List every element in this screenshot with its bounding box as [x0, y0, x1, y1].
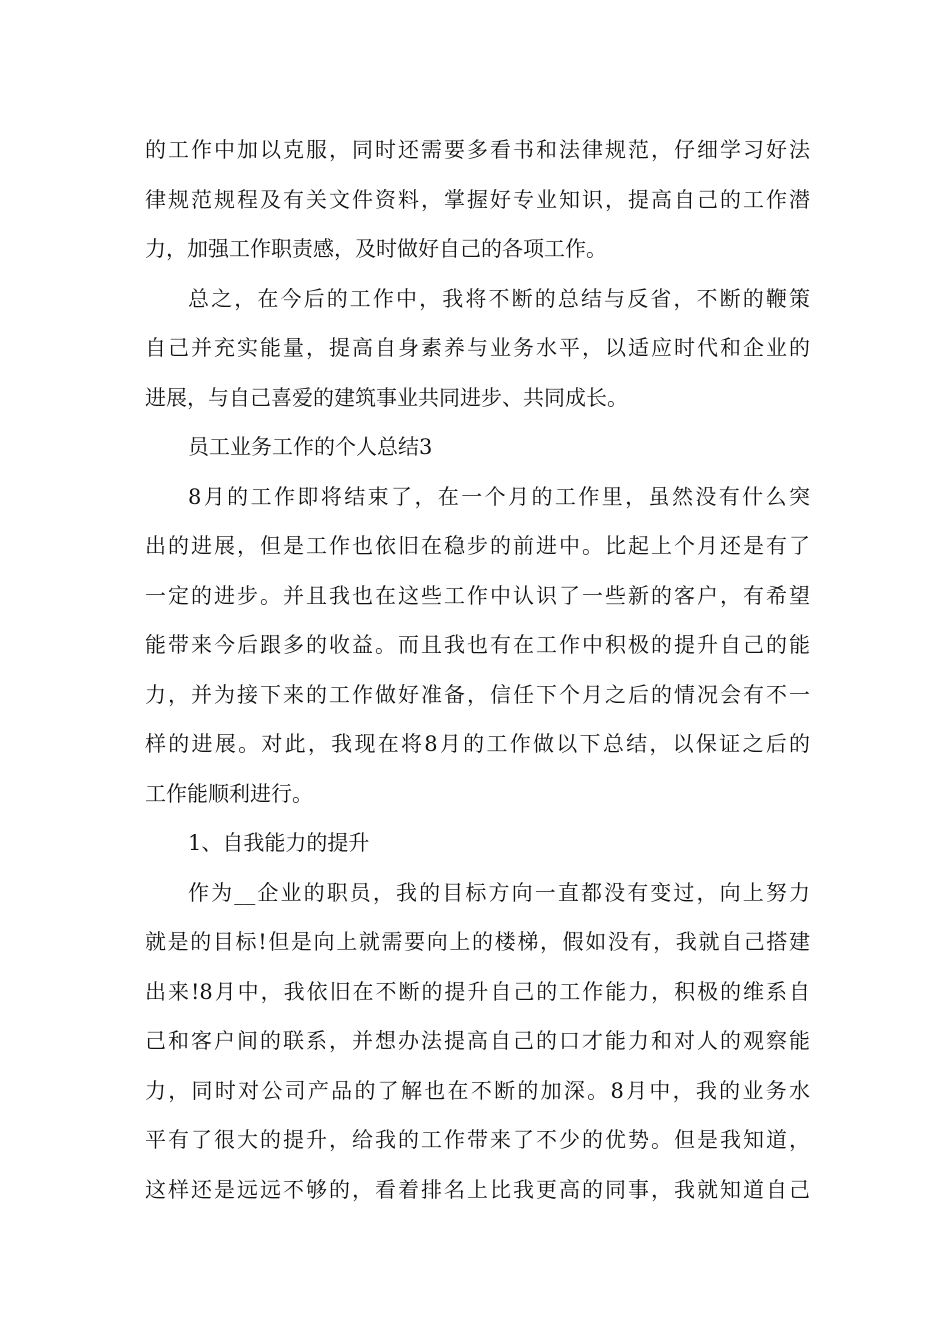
paragraph-line: 平有了很大的提升，给我的工作带来了不少的优势。但是我知道，: [145, 1128, 810, 1152]
paragraph-line: 一定的进步。并且我也在这些工作中认识了一些新的客户，有希望: [145, 583, 810, 608]
paragraph-line: 律规范规程及有关文件资料，掌握好专业知识，提高自己的工作潜: [145, 187, 810, 212]
paragraph-line: 就是的目标!但是向上就需要向上的楼梯，假如没有，我就自己搭建: [145, 930, 810, 954]
section-heading: 员工业务工作的个人总结3: [188, 435, 433, 459]
paragraph-line: 自己并充实能量，提高自身素养与业务水平，以适应时代和企业的: [145, 336, 810, 360]
paragraph-line: 8月的工作即将结束了，在一个月的工作里，虽然没有什么突: [188, 484, 810, 509]
paragraph-line: 作为__企业的职员，我的目标方向一直都没有变过，向上努力: [188, 880, 810, 905]
paragraph-line: 样的进展。对此，我现在将8月的工作做以下总结，以保证之后的: [145, 732, 810, 756]
paragraph-line: 总之，在今后的工作中，我将不断的总结与反省，不断的鞭策: [188, 286, 810, 311]
paragraph-line: 出来!8月中，我依旧在不断的提升自己的工作能力，积极的维系自: [145, 979, 810, 1004]
paragraph-line: 的工作中加以克服，同时还需要多看书和法律规范，仔细学习好法: [145, 138, 810, 162]
paragraph-line: 力，加强工作职责感，及时做好自己的各项工作。: [145, 237, 607, 261]
paragraph-line: 这样还是远远不够的，看着排名上比我更高的同事，我就知道自己: [145, 1177, 810, 1202]
paragraph-line: 能带来今后跟多的收益。而且我也有在工作中积极的提升自己的能: [145, 633, 810, 657]
paragraph-line: 工作能顺利进行。: [145, 781, 313, 806]
paragraph-line: 己和客户间的联系，并想办法提高自己的口才能力和对人的观察能: [145, 1029, 810, 1053]
paragraph-line: 力，同时对公司产品的了解也在不断的加深。8月中，我的业务水: [145, 1078, 810, 1103]
paragraph-line: 进展，与自己喜爱的建筑事业共同进步、共同成长。: [145, 385, 628, 410]
subsection-heading: 1、自我能力的提升: [188, 831, 370, 855]
paragraph-line: 出的进展，但是工作也依旧在稳步的前进中。比起上个月还是有了: [145, 534, 810, 558]
body-text: [145, 126, 810, 1215]
paragraph-line: 力，并为接下来的工作做好准备，信任下个月之后的情况会有不一: [145, 682, 810, 707]
